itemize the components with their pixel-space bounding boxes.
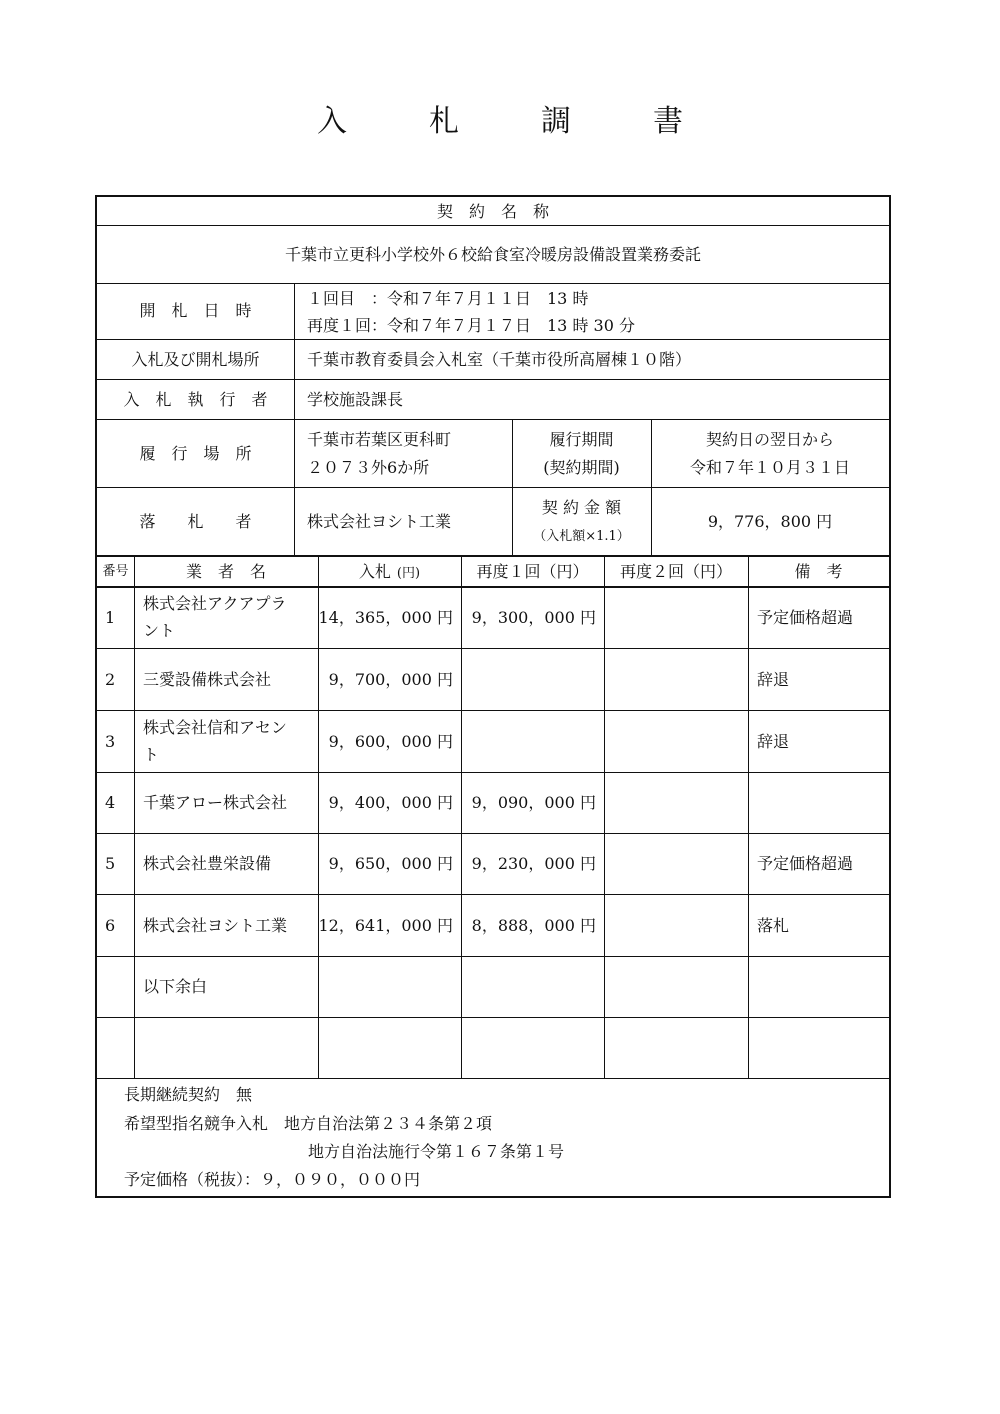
place-label: 入札及び開札場所 [131,350,260,369]
period-start: 契約日の翌日から [705,430,834,449]
divider [604,555,605,1078]
executor-label: 入 札 執 行 者 [123,390,268,409]
column-header-bid [318,558,461,587]
divider [97,555,889,557]
column-header-number: 番号 [102,564,129,579]
contract-amount-note: （入札額×1.1） [533,529,630,544]
divider [97,710,889,711]
row-5-remarks: 予定価格超過 [757,854,854,873]
contract-amount-label: 契 約 金 額 [541,498,622,517]
document-title: 入 札 調 書 [317,104,709,139]
site-address-line2: ２０７３外6か所 [307,458,430,477]
divider [97,283,889,284]
row-5-bid: 9，650，000 円 [328,854,453,873]
period-label-sub: (契約期間) [543,458,620,477]
site-address-line1: 千葉市若葉区更科町 [307,430,452,449]
footer-long-term-contract: 長期継続契約 無 [124,1085,253,1104]
divider [97,1078,889,1079]
row-1-company: 株式会社アクアプラ [143,594,287,613]
divider [97,586,889,588]
row-6-company: 株式会社ヨシト工業 [143,916,288,935]
bid-record-table [95,195,891,1198]
row-4-bid: 9，400，000 円 [328,793,453,812]
divider [97,419,889,420]
divider [97,894,889,895]
footer-estimated-price: 予定価格（税抜）：９，０９０，０００円 [124,1170,421,1189]
row-3-company-cont: ト [143,745,160,764]
column-header-bid-label: 入札 [358,562,391,581]
row-3-bid: 9，600，000 円 [328,732,453,751]
divider [134,555,135,1078]
divider [97,648,889,649]
row-3-remarks: 辞退 [757,732,790,751]
site-label: 履 行 場 所 [139,444,252,463]
row-7-company: 以下余白 [143,977,208,996]
row-1-rebid-1: 9，300，000 円 [471,608,596,627]
row-5-number: 5 [105,854,116,873]
column-header-rebid-1: 再度１回（円） [476,562,589,581]
divider [318,555,319,1078]
opening-date-second: 再度１回：令和７年７月１７日 13 時 30 分 [307,316,635,335]
period-label: 履行期間 [549,430,614,449]
divider [748,555,749,1078]
divider [97,225,889,226]
row-2-number: 2 [105,670,116,689]
row-2-company: 三愛設備株式会社 [143,670,272,689]
winner-value: 株式会社ヨシト工業 [307,512,452,531]
divider [97,956,889,957]
opening-date-first: １回目 ：令和７年７月１１日 13 時 [307,289,589,308]
row-5-company: 株式会社豊栄設備 [143,854,272,873]
contract-amount-value: 9，776，800 円 [707,512,833,531]
period-end: 令和７年１０月３１日 [689,458,850,477]
row-6-number: 6 [105,916,116,935]
row-4-rebid-1: 9，090，000 円 [471,793,596,812]
row-1-remarks: 予定価格超過 [757,608,854,627]
row-6-rebid-1: 8，888，000 円 [471,916,596,935]
row-2-remarks: 辞退 [757,670,790,689]
row-1-number: 1 [105,608,116,627]
footer-legal-basis: 地方自治法施行令第１６７条第１号 [308,1142,565,1161]
row-3-number: 3 [105,732,116,751]
executor-value: 学校施設課長 [307,390,404,409]
row-4-number: 4 [105,793,116,812]
row-1-bid: 14，365，000 円 [318,608,453,627]
row-5-rebid-1: 9，230，000 円 [471,854,596,873]
row-6-bid: 12，641，000 円 [318,916,453,935]
divider [294,283,295,555]
footer-bid-type: 希望型指名競争入札 地方自治法第２３４条第２項 [124,1114,493,1133]
divider [97,833,889,834]
contract-name-header: 契 約 名 称 [436,202,549,221]
row-6-remarks: 落札 [757,916,790,935]
divider [97,487,889,488]
divider [97,1017,889,1018]
row-2-bid: 9，700，000 円 [328,670,453,689]
column-header-rebid-2: 再度２回（円） [619,562,732,581]
divider [461,555,462,1078]
place-value: 千葉市教育委員会入札室（千葉市役所高層棟１０階） [307,350,692,369]
winner-label: 落 札 者 [139,512,252,531]
row-1-company-cont: ント [143,621,176,640]
divider [97,379,889,380]
contract-name: 千葉市立更科小学校外６校給食室冷暖房設備設置業務委託 [284,245,701,264]
column-header-company: 業 者 名 [185,562,266,581]
column-header-remarks: 備 考 [794,562,843,581]
opening-date-label: 開 札 日 時 [139,301,252,320]
row-3-company: 株式会社信和アセン [143,718,287,737]
column-header-bid-unit: (円) [396,566,421,581]
divider [97,339,889,340]
divider [97,772,889,773]
row-4-company: 千葉アロー株式会社 [143,793,288,812]
